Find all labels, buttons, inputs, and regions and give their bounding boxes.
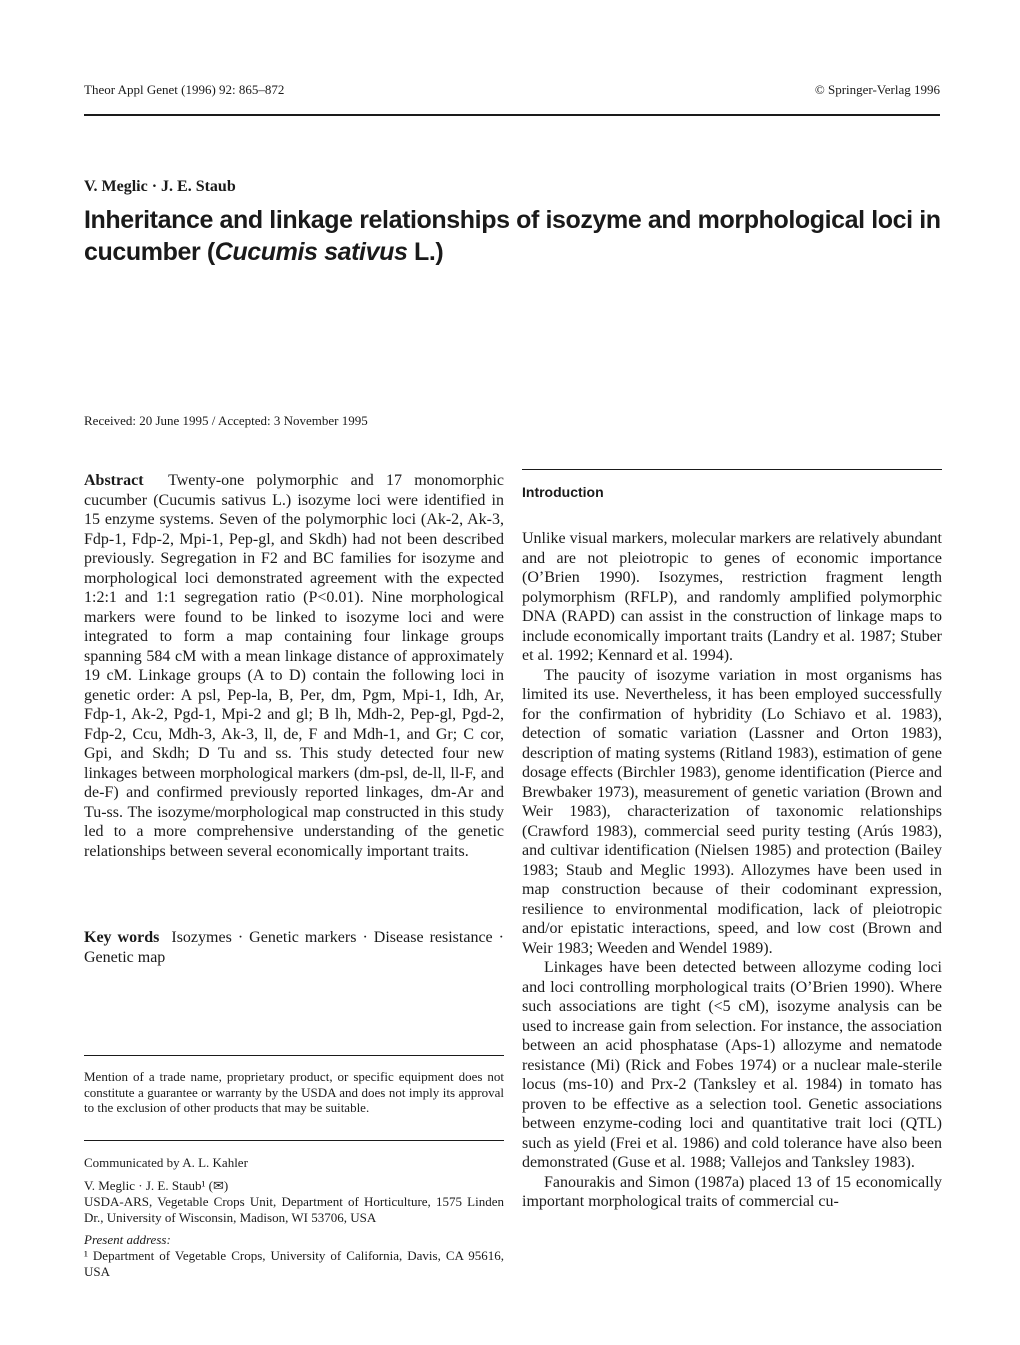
intro-paragraph: Unlike visual markers, molecular markers are relatively abundant and are not pleiotropic to genes of economic importance (O’Brien 1990). Isozymes, restriction fragment length polymorphism (RFLP), and randomly amplified polymorphic DNA (RAPD) can assist in the construction of linkage maps to include economically important traits (Landry et al. 1987; Stuber et al. 1992; Kennard et al. 1994). xyxy=(522,530,942,664)
title-part1: Inheritance and linkage relationships of isozyme and morphological loci in cucumber ( xyxy=(84,206,941,266)
keywords-heading: Key words xyxy=(84,929,160,946)
abstract-text: Twenty-one polymorphic and 17 monomorphic cucumber (Cucumis sativus L.) isozyme loci were identified in 15 enzyme systems. Seven of the polymorphic loci (Ak-2, Ak-3, Fdp-1, Fdp-2, Mpi-1, Pep-gl, and Skdh) had not been described previously. Segregation in F2 and BC families for isozyme and morphological loci demonstrated agreement with the expected 1:2:1 and 1:1 segregation ratio (P<0.01). Nine morphological markers were found to be linked to isozyme loci and were integrated to form a map containing four linkage groups spanning 584 cM with a mean linkage distance of approximately 19 cM. Linkage groups (A to D) contain the following loci in genetic order: A psl, Pep-la, B, Per, dm, Pgm, Mpi-1, Idh, Ar, Fdp-1, Ak-2, Pgd-1, Mpi-2 and gl; B lh, Mdh-2, Pep-gl, Pgd-2, Fdp-2, Ccu, Mdh-3, Ak-3, ll, de, F and Mdh-1, and Gr; C cor, Gpi, and Skdh; D Tu and ss. This study detected four new linkages between morphological markers (dm-psl, de-ll, ll-F, and de-F) and confirmed previously reported linkages, dm-Ar and Tu-ss. The isozyme/morphological map constructed in this study led to a more comprehensive understanding of the genetic relationships between several economically important traits. xyxy=(84,472,504,860)
intro-paragraph: The paucity of isozyme variation in most organisms has limited its use. Nevertheless, it has been employed successfully for the confirmation of hybridity (Lo Schiavo et al. 1983), detection of somatic variation (Lassner and Orton 1983), description of mating systems (Ritland 1983), estimation of gene dosage effects (Birchler 1983), genome identification (Pierce and Brewbaker 1973), measurement of genetic variation (Brown and Weir 1983), characterization of taxonomic relationships (Crawford 1983), commercial seed purity testing (Arús 1983), and cultivar identification (Nielsen 1985) and protection (Bailey 1983; Staub and Meglic 1993). Allozymes have been used in map construction because of their codominant expression, resilience to environmental modification, lack of pleiotropic and/or epistatic interactions, speed, and low cost (Brown and Weir 1983; Weeden and Wendel 1989). xyxy=(522,666,942,957)
communicated-by: Communicated by A. L. Kahler xyxy=(84,1155,248,1170)
received-accepted-dates: Received: 20 June 1995 / Accepted: 3 November 1995 xyxy=(84,413,368,428)
article-title xyxy=(84,204,944,268)
abstract-block xyxy=(84,471,504,861)
intro-rule xyxy=(522,469,942,470)
copyright-notice: © Springer-Verlag 1996 xyxy=(814,82,940,97)
introduction-body xyxy=(522,529,942,1212)
intro-paragraph: Fanourakis and Simon (1987a) placed 13 of 15 economically important morphological traits of commercial cu- xyxy=(522,1173,942,1210)
keywords-text: Isozymes · Genetic markers · Disease resistance · Genetic map xyxy=(84,929,505,966)
author-contact: V. Meglic · J. E. Staub¹ (✉) xyxy=(84,1178,229,1193)
journal-reference: Theor Appl Genet (1996) 92: 865–872 xyxy=(84,82,285,97)
affiliation: USDA-ARS, Vegetable Crops Unit, Department of Horticulture, 1575 Linden Dr., University of Wisconsin, Madison, WI 53706, USA xyxy=(84,1194,504,1225)
abstract-heading: Abstract xyxy=(84,472,144,489)
title-part2: L.) xyxy=(407,238,444,266)
introduction-heading: Introduction xyxy=(522,484,604,500)
present-address: ¹ Department of Vegetable Crops, University of California, Davis, CA 95616, USA xyxy=(84,1248,504,1279)
present-address-label: Present address: xyxy=(84,1232,171,1247)
footnote-rule xyxy=(84,1055,504,1056)
keywords-block xyxy=(84,928,504,967)
author-line: V. Meglic · J. E. Staub xyxy=(84,178,236,195)
footnote-rule-2 xyxy=(84,1140,504,1141)
title-species: Cucumis sativus xyxy=(214,238,408,266)
disclaimer-footnote: Mention of a trade name, proprietary product, or specific equipment does not constitute a guarantee or warranty by the USDA and does not imply its approval to the exclusion of other products that may be suitable. xyxy=(84,1069,504,1115)
intro-paragraph: Linkages have been detected between allozyme coding loci and loci controlling morphological traits (O’Brien 1990). Where such associations are tight (<5 cM), isozyme analysis can be used to increase gain from selection. For instance, the association between an acid phosphatase (Aps-1) allozyme and nematode resistance (Mi) (Rick and Fobes 1974) or a nuclear male-sterile locus (ms-10) and Prx-2 (Tanksley et al. 1984) in tomato has proven to be effective as a selection tool. Genetic associations between enzyme-coding loci and quantitative trait loci (QTL) such as yield (Frei et al. 1986) and cold tolerance have also been demonstrated (Guse et al. 1988; Vallejos and Tanksley 1983). xyxy=(522,959,942,1171)
header-rule xyxy=(84,114,940,116)
